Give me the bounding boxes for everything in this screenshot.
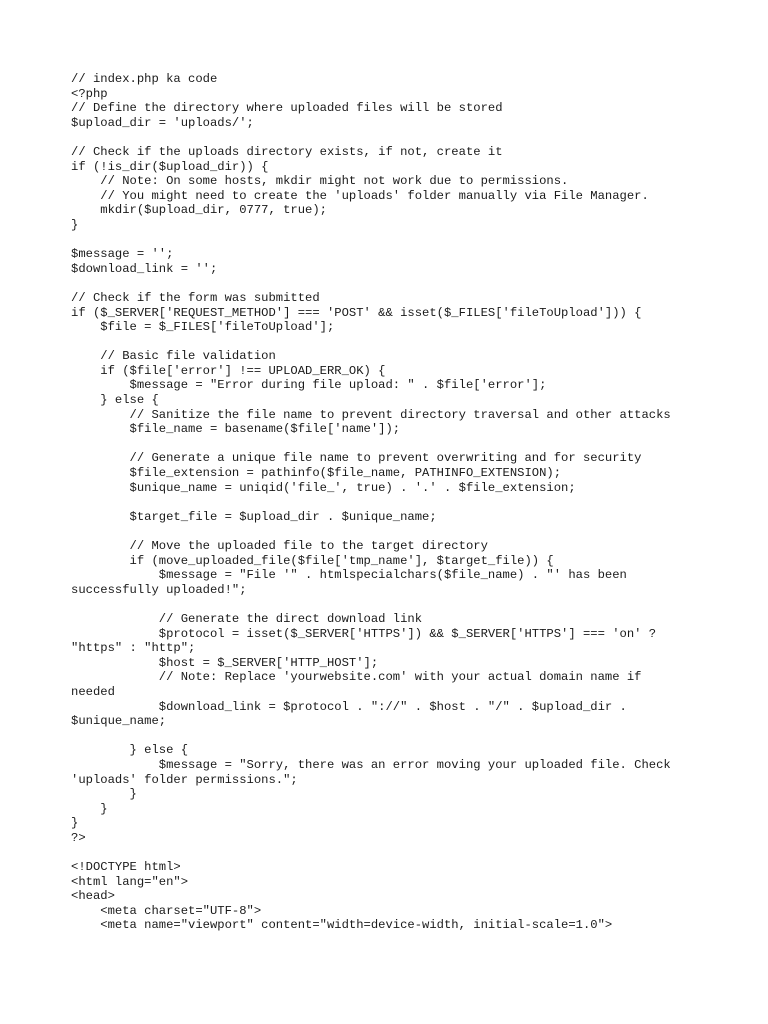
code-line: [71, 437, 731, 452]
code-line: [71, 233, 731, 248]
code-line: [71, 130, 731, 145]
code-line: $message = '';: [71, 247, 174, 262]
code-line: $message = "Error during file upload: " . $file['error'];: [71, 378, 547, 393]
code-line: if (!is_dir($upload_dir)) {: [71, 159, 269, 174]
code-line: [71, 524, 731, 539]
code-line: <html lang="en">: [71, 874, 189, 889]
code-line: ?>: [71, 830, 86, 845]
code-line: // Basic file validation: [71, 349, 276, 364]
code-line: // Define the directory where uploaded files will be stored: [71, 101, 503, 116]
code-line: $file = $_FILES['fileToUpload'];: [71, 320, 335, 335]
code-line: $message = "Sorry, there was an error moving your uploaded file. Check: [71, 757, 671, 772]
code-line: // Generate the direct download link: [71, 611, 423, 626]
code-line: }: [71, 816, 79, 831]
code-line: if (move_uploaded_file($file['tmp_name'], $target_file)) {: [71, 553, 554, 568]
code-line: mkdir($upload_dir, 0777, true);: [71, 203, 327, 218]
code-line: [71, 335, 731, 350]
code-line: <meta charset="UTF-8">: [71, 903, 262, 918]
code-line: <head>: [71, 889, 115, 904]
code-line: // Move the uploaded file to the target directory: [71, 539, 488, 553]
code-line: $file_extension = pathinfo($file_name, PATHINFO_EXTENSION);: [71, 466, 562, 481]
code-line: needed: [71, 684, 115, 699]
code-line: $upload_dir = 'uploads/';: [71, 115, 254, 130]
code-line: // You might need to create the 'uploads' folder manually via File Manager.: [71, 188, 649, 203]
code-block: [71, 72, 731, 933]
code-line: // index.php ka code: [71, 72, 218, 86]
code-line: 'uploads' folder permissions.";: [71, 772, 298, 787]
code-line: $protocol = isset($_SERVER['HTTPS']) && $_SERVER['HTTPS'] === 'on' ?: [71, 626, 657, 641]
code-line: // Check if the uploads directory exists, if not, create it: [71, 144, 503, 159]
code-line: [71, 495, 731, 510]
code-line: // Note: Replace 'yourwebsite.com' with your actual domain name if: [71, 670, 642, 685]
code-line: <?php: [71, 86, 108, 101]
code-line: $host = $_SERVER['HTTP_HOST'];: [71, 655, 379, 670]
code-line: // Check if the form was submitted: [71, 290, 320, 305]
code-line: // Sanitize the file name to prevent directory traversal and other attacks: [71, 407, 671, 422]
code-line: successfully uploaded!";: [71, 582, 247, 597]
code-line: // Note: On some hosts, mkdir might not work due to permissions.: [71, 174, 569, 189]
code-line: $file_name = basename($file['name']);: [71, 422, 401, 437]
code-line: $download_link = $protocol . "://" . $host . "/" . $upload_dir .: [71, 699, 627, 714]
code-line: <meta name="viewport" content="width=device-width, initial-scale=1.0">: [71, 918, 613, 933]
code-line: $unique_name = uniqid('file_', true) . '.' . $file_extension;: [71, 480, 576, 495]
code-line: if ($_SERVER['REQUEST_METHOD'] === 'POST' && isset($_FILES['fileToUpload'])) {: [71, 305, 642, 320]
code-line: [71, 845, 731, 860]
code-line: $unique_name;: [71, 714, 167, 729]
code-line: [71, 597, 731, 612]
code-line: $download_link = '';: [71, 261, 218, 276]
code-line: $message = "File '" . htmlspecialchars($file_name) . "' has been: [71, 568, 627, 583]
code-line: if ($file['error'] !== UPLOAD_ERR_OK) {: [71, 363, 386, 378]
code-line: } else {: [71, 743, 189, 758]
code-line: [71, 276, 731, 291]
code-line: "https" : "http";: [71, 641, 196, 656]
code-line: [71, 729, 731, 744]
code-line: }: [71, 787, 137, 802]
code-line: // Generate a unique file name to prevent overwriting and for security: [71, 451, 642, 466]
code-line: $target_file = $upload_dir . $unique_name;: [71, 509, 437, 524]
code-line: }: [71, 217, 79, 232]
code-line: } else {: [71, 393, 159, 408]
code-line: <!DOCTYPE html>: [71, 860, 181, 875]
code-line: }: [71, 801, 108, 816]
